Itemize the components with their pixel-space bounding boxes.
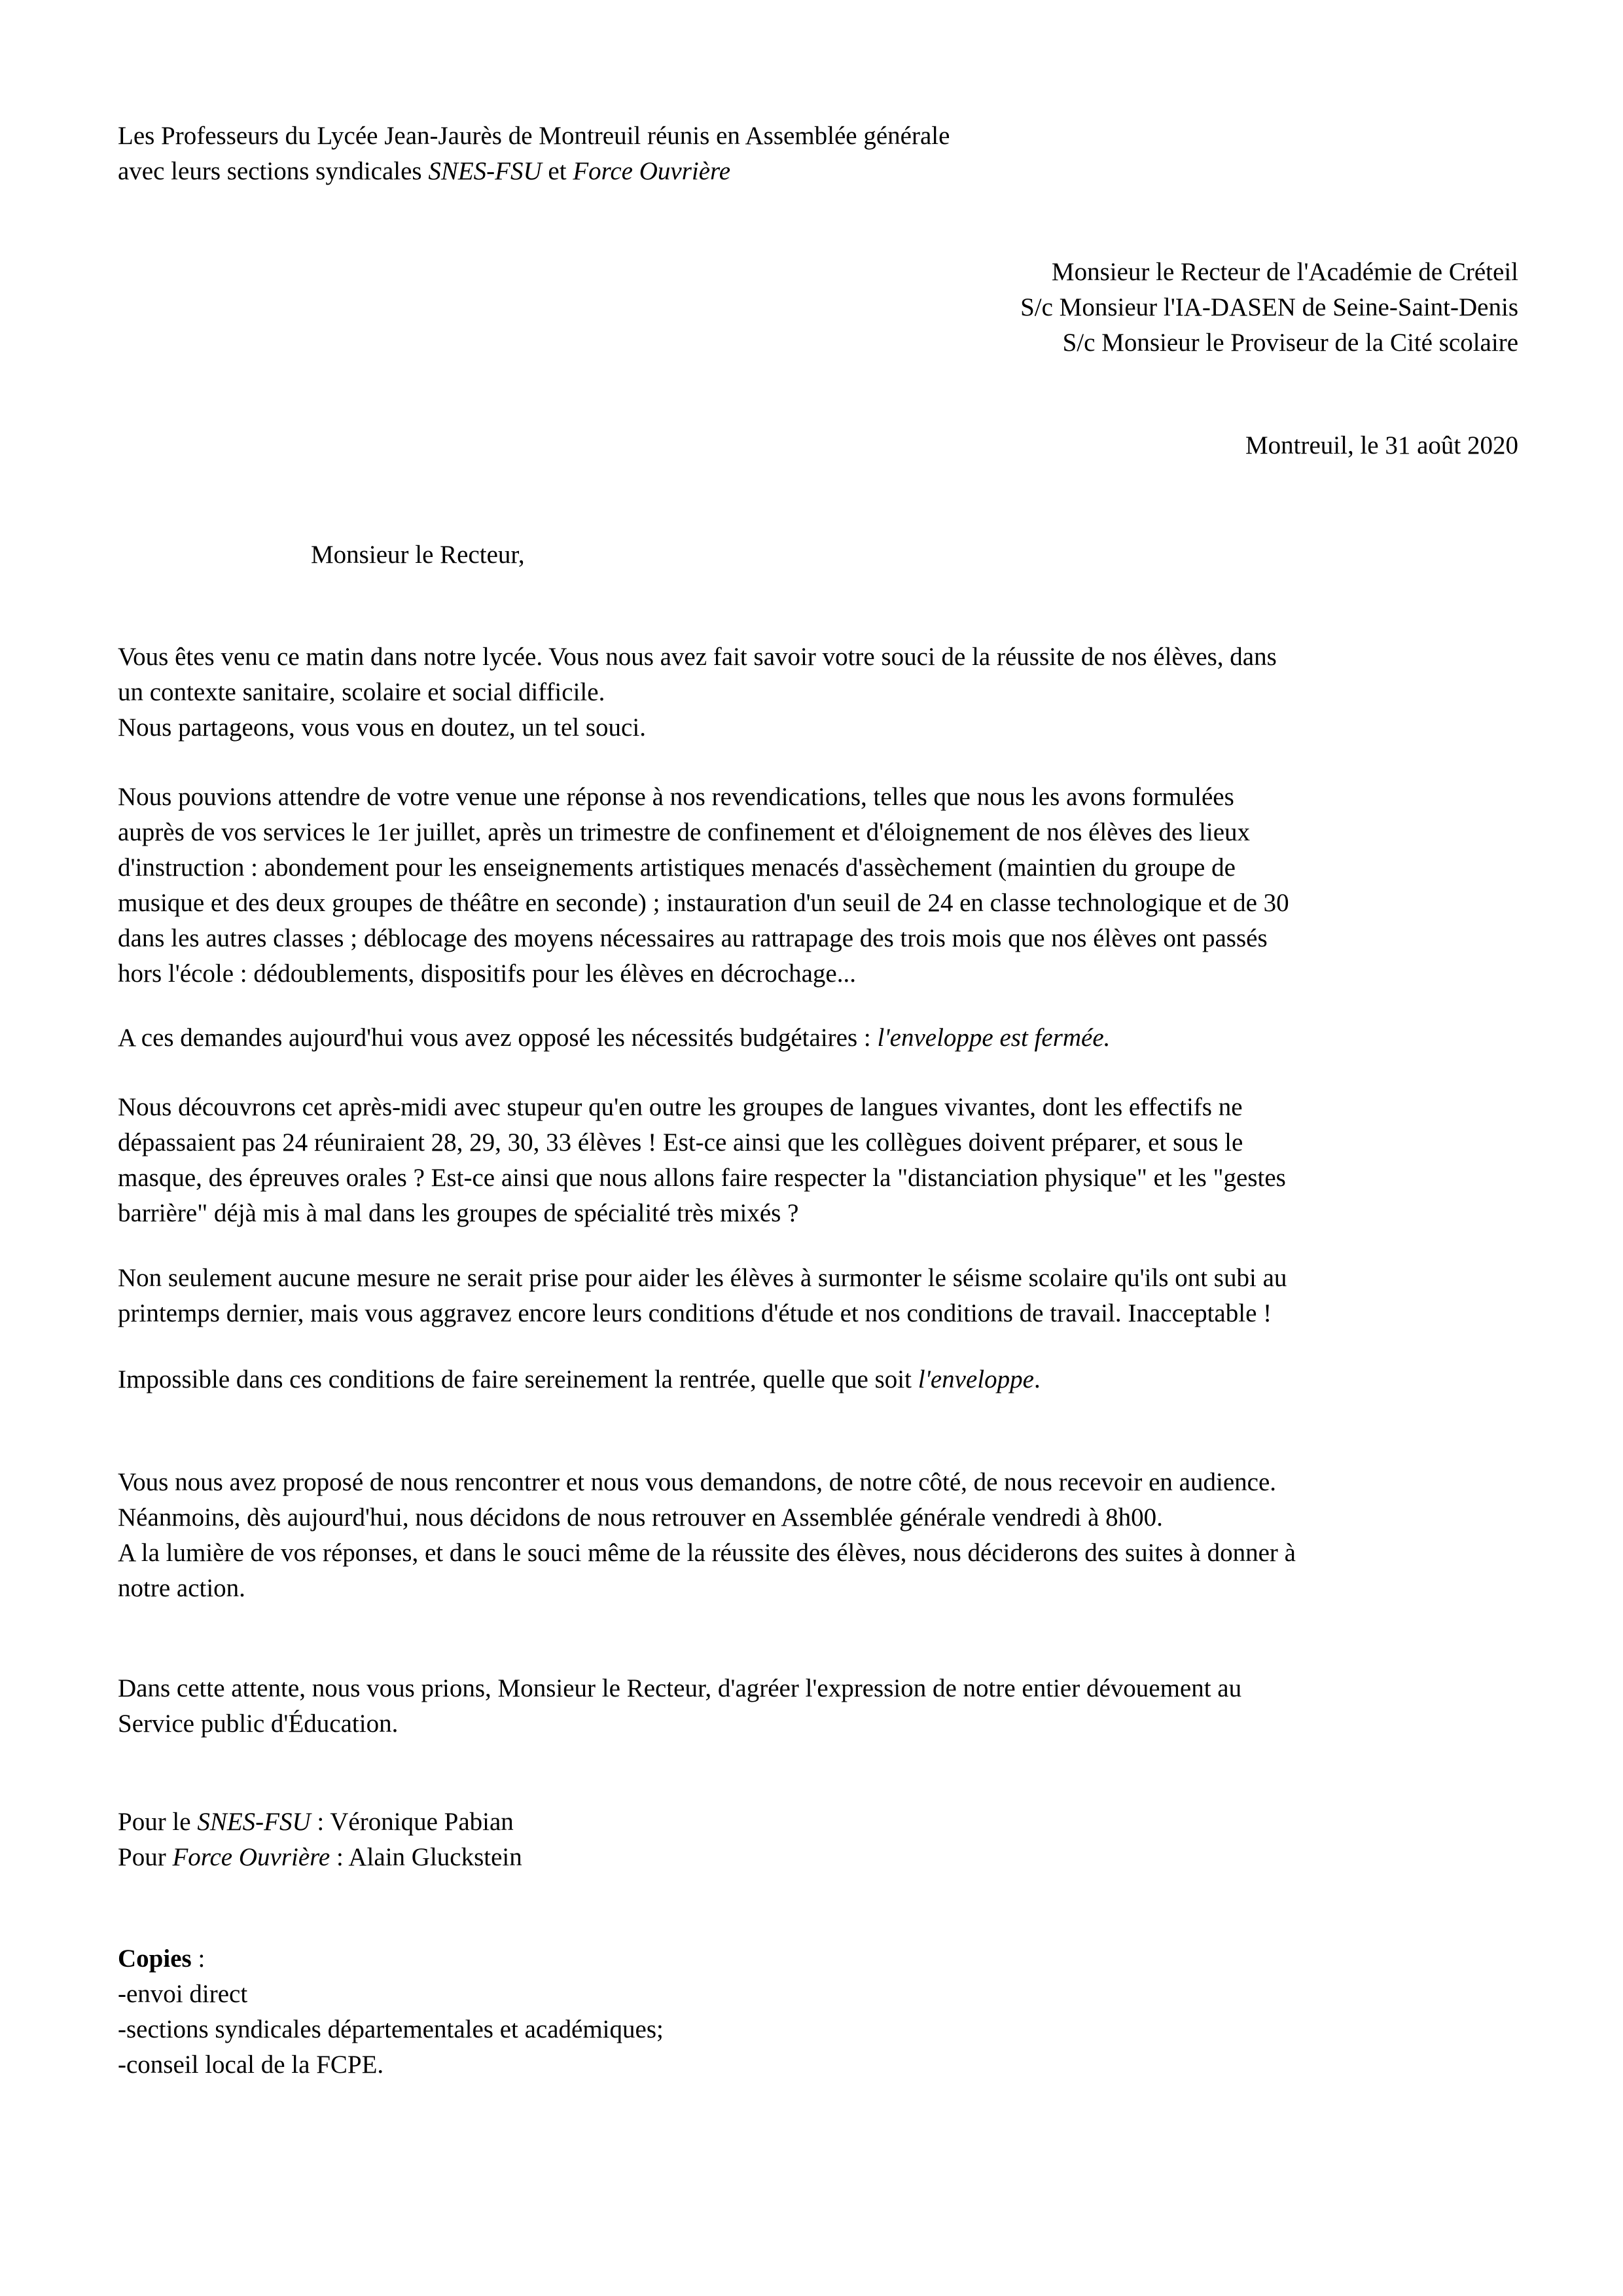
body-paragraph-7: Vous nous avez proposé de nous rencontrer et nous vous demandons, de notre côté, de nous recevoir en audience. Néanmoins, dès aujourd'hui, nous décidons de nous retrouver en Assemblée générale vendredi à 8h00. A la lumière de vos réponses, et dans le souci même de la réussite des élèves, nous déciderons des suites à donner à notre action. (118, 1468, 1296, 1602)
union-snes-fsu: SNES-FSU (428, 157, 542, 185)
copies-block (118, 1941, 664, 2083)
copies-item: -conseil local de la FCPE. (118, 2051, 384, 2079)
sender-block (118, 118, 950, 189)
salutation: Monsieur le Recteur, (311, 541, 525, 569)
recipient-block (1020, 255, 1518, 361)
recipient-line-1: Monsieur le Recteur de l'Académie de Créteil (1051, 258, 1518, 286)
signatures-block (118, 1804, 522, 1875)
copies-item: -envoi direct (118, 1980, 248, 2008)
copies-item: -sections syndicales départementales et académiques; (118, 2015, 664, 2043)
recipient-line-3: S/c Monsieur le Proviseur de la Cité scolaire (1062, 329, 1518, 357)
body-paragraph-5: Non seulement aucune mesure ne serait prise pour aider les élèves à surmonter le séisme scolaire qu'ils ont subi au printemps dernier, mais vous aggravez encore leurs conditions d'étude et nos conditions de travail. Inacceptable ! (118, 1264, 1287, 1327)
recipient-line-2: S/c Monsieur l'IA-DASEN de Seine-Saint-Denis (1020, 293, 1518, 321)
signature-snes-fsu: Pour le SNES-FSU : Véronique Pabian (118, 1808, 514, 1836)
body-paragraph-3: A ces demandes aujourd'hui vous avez opposé les nécessités budgétaires : l'enveloppe est fermée. (118, 1024, 1111, 1052)
quote-enveloppe-fermee: l'enveloppe est fermée. (877, 1024, 1111, 1052)
sender-line-2: avec leurs sections syndicales SNES-FSU et Force Ouvrière (118, 157, 731, 185)
body-paragraph-2: Nous pouvions attendre de votre venue une réponse à nos revendications, telles que nous les avons formulées auprès de vos services le 1er juillet, après un trimestre de confinement et d'éloignement de nos élèves des lieux d'instruction : abondement pour les enseignements artistiques menacés d'assèchement (maintien du groupe de musique et des deux groupes de théâtre en seconde) ; instauration d'un seuil de 24 en classe technologique et de 30 dans les autres classes ; déblocage des moyens nécessaires au rattrapage des trois mois que nos élèves ont passés hors l'école : dédoublements, dispositifs pour les élèves en décrochage... (118, 783, 1289, 988)
union-force-ouvriere: Force Ouvrière (573, 157, 731, 185)
body-paragraph-1: Vous êtes venu ce matin dans notre lycée. Vous nous avez fait savoir votre souci de la réussite de nos élèves, dans un contexte sanitaire, scolaire et social difficile. Nous partageons, vous vous en doutez, un tel souci. (118, 643, 1277, 742)
sender-line-1: Les Professeurs du Lycée Jean-Jaurès de Montreuil réunis en Assemblée générale (118, 122, 950, 150)
body-paragraph-6: Impossible dans ces conditions de faire sereinement la rentrée, quelle que soit l'enveloppe. (118, 1365, 1041, 1393)
quote-enveloppe: l'enveloppe (918, 1365, 1034, 1393)
body-paragraph-4: Nous découvrons cet après-midi avec stupeur qu'en outre les groupes de langues vivantes, dont les effectifs ne dépassaient pas 24 réuniraient 28, 29, 30, 33 élèves ! Est-ce ainsi que les collègues doivent préparer, et sous le masque, des épreuves orales ? Est-ce ainsi que nous allons faire respecter la "distanciation physique" et les "gestes barrière" déjà mis à mal dans les groupes de spécialité très mixés ? (118, 1093, 1286, 1227)
signature-force-ouvriere: Pour Force Ouvrière : Alain Gluckstein (118, 1843, 522, 1871)
copies-heading: Copies : (118, 1945, 205, 1973)
closing-paragraph: Dans cette attente, nous vous prions, Monsieur le Recteur, d'agréer l'expression de notre entier dévouement au Service public d'Éducation. (118, 1674, 1242, 1738)
letter-date: Montreuil, le 31 août 2020 (1245, 431, 1518, 459)
